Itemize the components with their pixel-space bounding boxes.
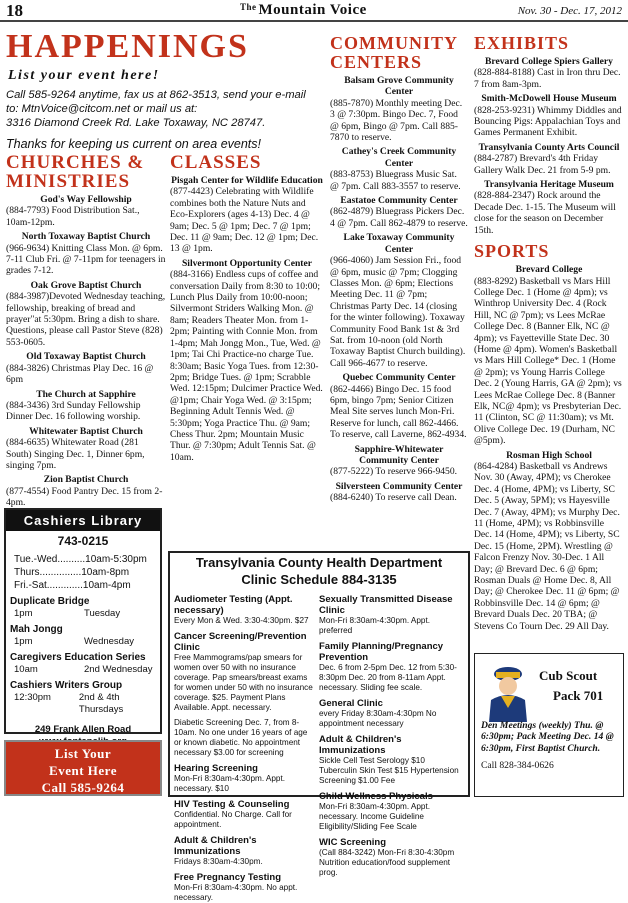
community-entry-text: (862-4879) Bluegrass Pickers Dec. 4 @ 7pm. Call 862-4879 to reserve.: [330, 206, 468, 229]
health-service-details: (Call 884-3242) Mon-Fri 8:30-4:30pm Nutrition education/food supplement prog.: [319, 848, 455, 877]
library-group-name: Cashiers Writers Group: [10, 680, 123, 691]
exhibits-column: [474, 34, 624, 632]
scout-pack: Pack 701: [553, 688, 604, 703]
library-group-name: Duplicate Bridge: [10, 596, 90, 607]
library-group-name: Caregivers Education Series: [10, 652, 146, 663]
community-entry-name: Balsam Grove Community Center: [344, 75, 454, 98]
library-group-time: 10am 2nd Wednesday: [14, 664, 153, 675]
health-service-details: every Friday 8:30am-4:30pm No appointment necessary: [319, 709, 437, 728]
health-right-column: [319, 589, 464, 903]
scout-title: Cub Scout: [539, 668, 598, 683]
community-entry-name: Quebec Community Center: [342, 372, 456, 384]
churches-entry-text: (884-3436) 3rd Sunday Fellowship Dinner Dec. 16 following worship.: [6, 399, 141, 423]
list-your-event-box: List Your Event Here Call 585-9264: [4, 740, 162, 796]
community-entry-text: (862-4466) Bingo Dec. 15 food 6pm, bingo 7pm; Senior Citizen Meal Site serves lunch Mon-Fri. Reserve for lunch, call 862-4466. To reserve, call Laverne, 862-4934.: [330, 383, 467, 441]
community-entry: [330, 444, 468, 478]
classes-entry: [170, 175, 324, 255]
sports-entry-name: Brevard College: [515, 264, 583, 276]
health-service-heading: Hearing Screening: [174, 763, 258, 774]
classes-entry-text: (884-3166) Endless cups of coffee and conversation Daily from 8:30 to 10:00; Lunch Plus Daily from 10:00-noon; Silvermont Striders Walking Mon. @ 8am; Readers Theater Mon. from 1-2pm; Painting with Connie Mon. from 1-4pm; Mah Jongg Mon., Tue, Wed. @ 1pm; Tai Chi Practice-no charge Tue. 8:30am; Basic Yoga Tues. from 12:30-2pm; Bridge Tues. @ 1pm; Scrabble Wed. 12:15pm; Dulcimer Practice Wed. @1pm; Chair Yoga Wed. @ 3:15pm; Beginning Adult Tennis Wed. @ 5:30pm; Yoga Practice Thu. @ 9am; Chess Thur. 2pm; Mountain Music Thur. @ 7:30pm; Adult Tennis Sat. @ 10am.: [170, 269, 323, 463]
health-service-details: Every Mon & Wed. 3:30-4:30pm. $27: [174, 616, 309, 625]
library-hours-row: Thurs...............10am-8pm: [14, 567, 130, 578]
health-service-heading: General Clinic: [319, 698, 383, 709]
health-service-heading: Child Wellness Physicals: [319, 791, 433, 802]
health-left-column: [174, 589, 319, 903]
exhibits-entry: [474, 142, 624, 176]
health-title: Transylvania County Health Department: [195, 555, 443, 570]
health-service-heading: HIV Testing & Counseling: [174, 799, 290, 810]
sports-entry: [474, 264, 624, 447]
churches-entry-name: God's Way Fellowship: [40, 194, 132, 205]
community-title: COMMUNITY CENTERS: [330, 33, 458, 72]
exhibits-entry-name: Brevard College Spiers Gallery: [485, 56, 613, 67]
churches-entry-text: (877-4554) Food Pantry Dec. 15 from 2-4pm.: [6, 485, 163, 509]
classes-entry-name: Pisgah Center for Wildlife Education: [171, 175, 323, 186]
health-service-details: Fridays 8:30am-4:30pm.: [174, 857, 263, 866]
library-hours: [6, 553, 160, 592]
sports-entry-text: (864-4284) Basketball vs Andrews Nov. 30 (Away, 4PM); vs Cherokee Dec. 4 (Home, 4PM); vs Liberty, SC Dec. 5 (Away, 5PM); vs Hayesville Dec. 7 (Away, 4PM); vs Murphy Dec. 11 (Home, 4PM); vs Robbinsville Dec. 14 (Home, 4PM); vs Liberty, SC Dec. 15 (Home, 2PM). Wrestling @ Falcon Frenzy Nov. 30-Dec. 1 All Day; @ Brevard Dec. 6 @ 6pm; Rosman Duals @ Home Dec. 8, All Day; @ Cherokee Dec. 11 @ 6pm; @ Robbinsville Dec. 14 @ 6pm; @ Brevard Duals Dec. 20 TBA; @ Stevens Co Tourn Dec. 29 All Day.: [474, 461, 620, 632]
health-department-box: [168, 551, 470, 902]
health-service-details: Mon-Fri 8:30am-4:30pm. Appt. necessary. $10: [174, 774, 286, 793]
health-service-heading: Audiometer Testing (Appt. necessary): [174, 594, 293, 616]
sports-entry-name: Rosman High School: [506, 449, 592, 461]
churches-entry: [6, 474, 166, 508]
classes-entry: [170, 258, 324, 463]
issue-dates: Nov. 30 - Dec. 17, 2012: [517, 5, 622, 17]
exhibits-entry: [474, 93, 624, 139]
library-hours-row: Tue.-Wed..........10am-5:30pm: [14, 554, 147, 565]
churches-entry-name: Zion Baptist Church: [43, 474, 129, 486]
exhibits-entry-text: (828-884-2347) Rock around the Decade Dec. 1-15. The Museum will close for the season on December 15th.: [474, 190, 616, 236]
churches-entry-name: The Church at Sapphire: [36, 388, 136, 400]
community-entry: [330, 195, 468, 229]
exhibits-entry-text: (828-253-9231) Whimmy Diddles and Bouncing Pigs: Appalachian Toys and Games Permanent Exhibit.: [474, 104, 622, 139]
community-entry: [330, 232, 468, 369]
scout-details: Den Meetings (weekly) Thu. @ 6:30pm; Pack Meeting Dec. 14 @ 6:30pm, First Baptist Church. Call 828-384-0626: [481, 720, 614, 772]
health-service-heading: Adult & Children's Immunizations: [319, 734, 402, 756]
page-header: [0, 0, 628, 22]
exhibits-entry-name: Transylvania Heritage Museum: [484, 179, 614, 191]
page-number: 18: [6, 1, 23, 20]
community-entry-name: Silversteen Community Center: [335, 480, 463, 492]
health-service-details: Diabetic Screening Dec. 7, from 8-10am. No one under 16 years of age or known diabetic. No appointment necessary $3.00 for screening: [174, 718, 308, 757]
churches-entry: [6, 389, 166, 423]
community-entry: [330, 372, 468, 440]
exhibits-entry-text: (828-884-8188) Cast in Iron thru Dec. 7 from 8am-3pm.: [474, 67, 621, 90]
library-group-name: Mah Jongg: [10, 624, 63, 635]
churches-title: CHURCHES & MINISTRIES: [6, 152, 145, 192]
list-event-tagline: List your event here!: [8, 68, 160, 83]
library-groups: [6, 596, 160, 716]
sports-list: [474, 264, 624, 632]
churches-entry: [6, 280, 166, 348]
exhibits-entry-name: Transylvania County Arts Council: [478, 141, 620, 153]
community-entry-text: (885-7870) Monthly meeting Dec. 3 @ 7:30pm. Bingo Dec. 7, Food @ 6pm, Bingo @ 7pm. Call 885-7870 to reserve.: [330, 97, 463, 144]
health-service-heading: WIC Screening: [319, 837, 387, 848]
community-entry-name: Lake Toxaway Community Center: [343, 232, 455, 255]
classes-entry-text: (877-4423) Celebrating with Wildlife combines both the Nature Nuts and Eco-Explorers (ages 4-13) Dec. 4 @ 9am; Dec. 5 @ 1pm; Dec. 7 @ 1pm; Dec. 11 @ 9am; Dec. 12 @ 1pm; Dec. 13 @ 1pm.: [170, 186, 319, 255]
exhibits-entry-name: Smith-McDowell House Museum: [481, 93, 617, 105]
exhibits-list: [474, 56, 624, 236]
contact-info: Call 585-9264 anytime, fax us at 862-3513, send your e-mail to: MtnVoice@citcom.net or mail us at: 3316 Diamond Creek Rd. Lake Toxaway, NC 28747.: [6, 89, 306, 129]
sports-entry-text: (883-8292) Basketball vs Mars Hill College Dec. 1 (Home @ 4pm); vs Winthrop University Dec. 4 (Rock Hill, NC @ 7pm); vs Lees McRae College Dec. 8 (Banner Elk, NC @ 4pm); vs Fayetteville State Dec. 30 (Home @ 4pm). Women's Basketball vs Mars Hill College* Dec. 1 (Home @ 2pm); vs Young Harris College Dec. 2 (Young Harris, GA @ 2pm); vs Lees McRae College Dec. 8 (Banner Elk, NC@ 4pm); vs Presbyterian Dec. 11 (Clinton, SC @ 11:30am); vs Mt. Olive College Dec. 19 (Durham, NC @5pm).: [474, 275, 622, 447]
community-entry: [330, 146, 468, 192]
churches-entry-text: (966-9634) Knitting Class Mon. @ 6pm. 7-11 Club Fri. @ 7-11pm for teenagers in grades 7-12.: [6, 242, 166, 277]
cub-scout-icon: [479, 660, 537, 722]
health-service-heading: Free Pregnancy Testing: [174, 872, 281, 883]
community-entry-text: (877-5222) To reserve 966-9450.: [330, 466, 458, 478]
clinic-schedule-title: Clinic Schedule 884-3135: [241, 572, 397, 587]
churches-entry-name: Whitewater Baptist Church: [29, 425, 143, 437]
thanks-line: Thanks for keeping us current on area events!: [6, 137, 262, 151]
community-list: [330, 75, 468, 504]
library-group-time: 1pm Tuesday: [14, 608, 121, 619]
classes-list: [170, 175, 324, 463]
health-service-details: Dec. 6 from 2-5pm Dec. 12 from 5:30-8:30pm Dec. 20 from 8-11am Appt. necessary. Sliding fee scale.: [319, 663, 457, 692]
library-address: 249 Frank Allen Road: [34, 724, 132, 735]
masthead: $^{The}$ Mountain Voice: [240, 2, 367, 18]
health-service-heading: Adult & Children's Immunizations: [174, 835, 257, 857]
library-group-time: 12:30pm 2nd & 4th Thursdays: [14, 692, 124, 715]
churches-entry: [6, 426, 166, 472]
health-service-details: Mon-Fri 8:30am-4:30pm. Appt. necessary. Income Guideline Eligibility/Sliding Fee Scale: [319, 802, 431, 831]
community-entry: [330, 481, 468, 504]
churches-entry-text: (884-3987)Devoted Wednesday teaching, fellowship, breaking of bread and prayer"at 5:30pm. Bring a dish to share. Questions, please call Pastor Steve (828) 553-0605.: [6, 291, 166, 348]
churches-entry-text: (884-3826) Christmas Play Dec. 16 @ 6pm: [6, 362, 154, 386]
cub-scout-box: [474, 653, 624, 797]
community-column: [330, 34, 468, 504]
library-phone: 743-0215: [57, 534, 109, 548]
exhibits-title: EXHIBITS: [474, 33, 570, 53]
community-entry-name: Cathey's Creek Community Center: [341, 146, 457, 169]
health-service-details: Mon-Fri 8:30am-4:30pm. Appt. preferred: [319, 616, 431, 635]
churches-entry-name: North Toxaway Baptist Church: [21, 231, 151, 243]
community-entry: [330, 75, 468, 143]
health-service-heading: Sexually Transmitted Disease Clinic: [319, 594, 453, 616]
happenings-title: HAPPENINGS: [6, 28, 249, 65]
churches-list: [6, 194, 166, 509]
churches-entry: [6, 231, 166, 277]
exhibits-entry-text: (884-2787) Brevard's 4th Friday Gallery Walk Dec. 21 from 5-9 pm.: [474, 153, 611, 176]
churches-entry-text: (884-7793) Food Distribution Sat., 10am-12pm.: [6, 205, 140, 228]
churches-column: [6, 153, 166, 509]
community-entry-name: Eastatoe Community Center: [340, 195, 458, 207]
community-entry-text: (883-8753) Bluegrass Music Sat. @ 7pm. Call 883-3557 to reserve.: [330, 169, 461, 192]
churches-entry-text: (884-6635) Whitewater Road (281 South) Singing Dec. 1, Dinner 6pm, singing 7pm.: [6, 437, 145, 471]
library-hours-row: Fri.-Sat.............10am-4pm: [14, 580, 131, 591]
classes-entry-name: Silvermont Opportunity Center: [181, 257, 313, 269]
library-group-time: 1pm Wednesday: [14, 636, 134, 647]
exhibits-entry: [474, 56, 624, 90]
health-service-heading: Cancer Screening/Prevention Clinic: [174, 631, 307, 653]
health-service-details: Confidential. No Charge. Call for appointment.: [174, 810, 292, 829]
sports-entry: [474, 450, 624, 633]
community-entry-text: (966-4060) Jam Session Fri., food @ 6pm, music @ 7pm; Clogging Classes Mon. @ 6pm; Elections Meeting Dec. 11 @ 7pm; Christmas Party Dec. 14 (closing for the winter following). Toxaway Community Food Bank 1st & 3rd Sat. from 10-noon (old North Toxaway Baptist Church building). Call 966-4677 to reserve.: [330, 255, 466, 369]
library-title: Cashiers Library: [6, 510, 160, 531]
health-service-heading: Family Planning/Pregnancy Prevention: [319, 641, 444, 663]
health-service-details: Free Mammograms/pap smears for women over 50 with no insurance coverage. Pap smears/breast exams for women under 50 with no insurance coverage. $25. Payment Plans Available. Appt. necessary.: [174, 653, 313, 712]
cashiers-library-box: [4, 508, 162, 734]
health-service-details: Mon-Fri 8:30am-4:30pm. No appt. necessary.: [174, 883, 298, 902]
community-entry-name: Sapphire-Whitewater Community Center: [354, 443, 444, 466]
classes-column: [170, 153, 324, 463]
churches-entry-name: Oak Grove Baptist Church: [30, 279, 142, 291]
churches-entry-name: Old Toxaway Baptist Church: [26, 351, 146, 363]
community-entry-text: (884-6240) To reserve call Dean.: [330, 492, 457, 504]
churches-entry: [6, 194, 166, 228]
classes-title: CLASSES: [170, 152, 262, 173]
churches-entry: [6, 351, 166, 385]
sports-title: SPORTS: [474, 241, 550, 262]
exhibits-entry: [474, 179, 624, 236]
health-service-details: Sickle Cell Test Serology $10 Tuberculin Skin Test $15 Hypertension Screening $1.00 Fee: [319, 756, 459, 785]
